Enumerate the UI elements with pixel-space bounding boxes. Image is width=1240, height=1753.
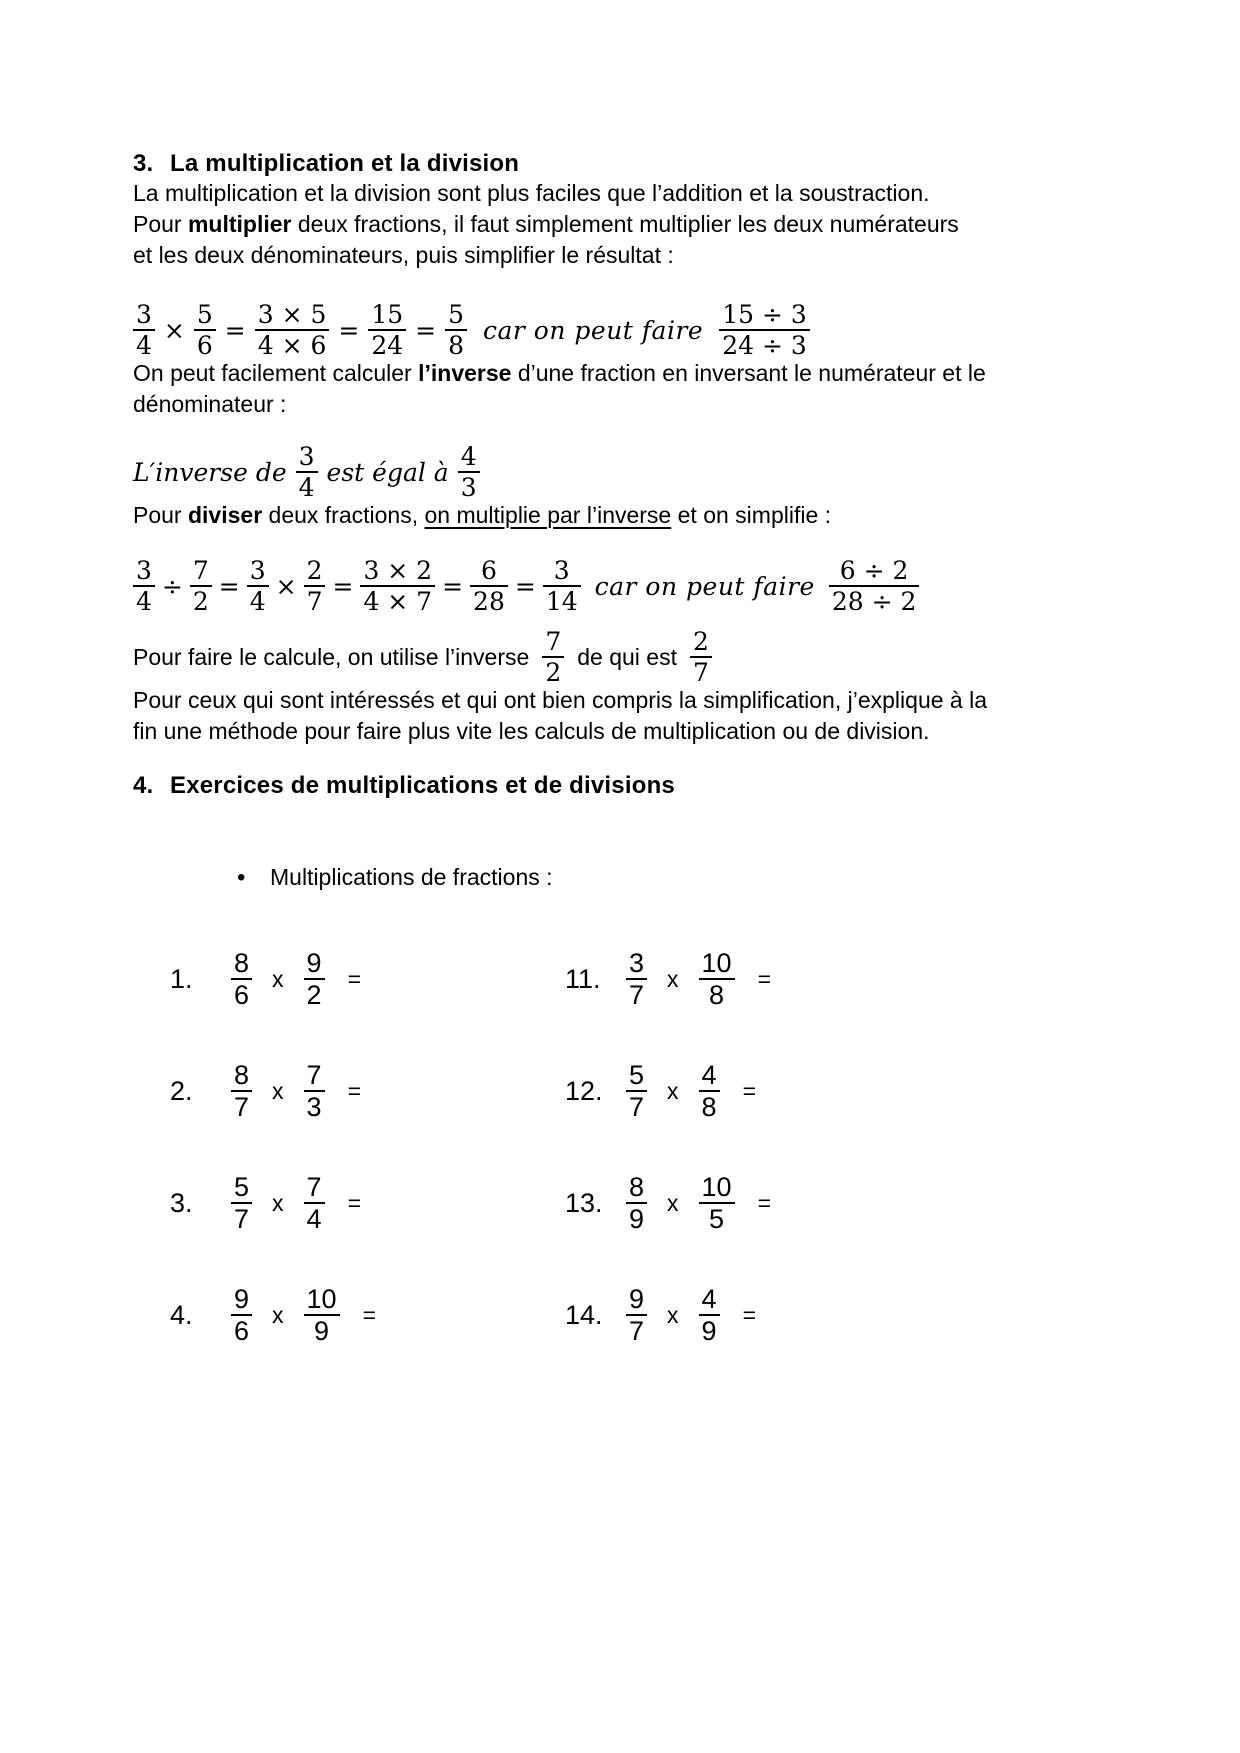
fraction-denominator: 28 (473, 587, 505, 616)
fraction-numerator: 3 × 2 (363, 556, 433, 585)
fraction (360, 558, 435, 614)
exercise-number: 3. (170, 1187, 193, 1218)
equals-sign: = (347, 1077, 361, 1104)
fraction-denominator: 4 (136, 331, 152, 360)
fraction (626, 950, 647, 1008)
section-3-heading (133, 150, 1133, 178)
equals-sign: = (742, 1301, 756, 1328)
equals-sign: = (442, 571, 464, 601)
multiply-operator: × (163, 315, 185, 345)
fraction-denominator: 24 ÷ 3 (722, 331, 807, 360)
fraction-numerator: 6 ÷ 2 (839, 556, 909, 585)
exercise-3 (170, 1174, 565, 1232)
text-run: Pour faire le calcule, on utilise l’inverse (133, 643, 530, 670)
equals-sign: = (415, 315, 437, 345)
paragraph-multiply-line2: et les deux dénominateurs, puis simplifier le résultat : (133, 242, 674, 268)
bullet-text: Multiplications de fractions : (270, 864, 553, 890)
fraction-numerator: 3 (249, 556, 266, 585)
fraction (626, 1062, 647, 1120)
fraction (304, 950, 325, 1008)
fraction-numerator: 8 (234, 1060, 250, 1090)
fraction-numerator: 7 (545, 627, 562, 656)
fraction (543, 558, 581, 614)
fraction-denominator: 9 (629, 1204, 645, 1234)
section-3-title: La multiplication et la division (170, 150, 520, 177)
equals-sign: = (338, 315, 360, 345)
bold-diviser: diviser (187, 502, 263, 528)
equals-sign: = (218, 571, 240, 601)
paragraph-intro (133, 178, 1133, 209)
fraction-numerator: 6 (481, 556, 497, 585)
fraction-numerator: 3 (298, 442, 315, 471)
fraction-denominator: 4 (298, 473, 315, 502)
fraction-numerator: 15 ÷ 3 (722, 300, 807, 329)
fraction-numerator: 10 (306, 1284, 337, 1314)
fraction (445, 302, 467, 358)
fraction-numerator: 8 (629, 1172, 645, 1202)
fraction-numerator: 3 (629, 948, 645, 978)
multiply-operator: x (667, 1301, 679, 1328)
fraction (829, 558, 920, 614)
fraction (190, 558, 212, 614)
exercise-13 (565, 1174, 1133, 1232)
bullet-marker: • (237, 864, 246, 891)
multiply-operator: x (667, 965, 679, 992)
fraction-denominator: 8 (448, 331, 464, 360)
fraction-numerator: 5 (448, 300, 464, 329)
fraction-denominator: 7 (629, 1316, 645, 1346)
fraction (699, 1286, 720, 1344)
fraction (304, 1062, 325, 1120)
equals-sign: = (224, 315, 246, 345)
fraction-denominator: 4 × 7 (363, 587, 433, 616)
section-3-number: 3. (133, 150, 154, 177)
exercise-2 (170, 1062, 565, 1120)
fraction (304, 1286, 340, 1344)
formula-division-example (133, 558, 1133, 614)
fraction (231, 1286, 252, 1344)
fraction-denominator: 28 ÷ 2 (831, 587, 917, 616)
equals-sign: = (757, 1189, 772, 1216)
fraction (255, 302, 330, 358)
fraction-denominator: 7 (629, 1092, 645, 1122)
paragraph-method-line1: Pour ceux qui sont intéressés et qui ont bien compris la simplification, j’explique à la (133, 687, 987, 713)
fraction-numerator: 3 (136, 300, 152, 329)
fraction-denominator: 3 (460, 473, 477, 502)
bullet-item-multiplications (237, 862, 1133, 893)
fraction-numerator: 2 (306, 556, 323, 585)
text-run: Pour (133, 211, 188, 237)
section-4-heading (133, 772, 1133, 800)
fraction-numerator: 3 (136, 556, 152, 585)
paragraph-calcul-inverse (133, 629, 1133, 685)
fraction (470, 558, 508, 614)
fraction-denominator: 14 (545, 587, 578, 616)
paragraph-inverse (133, 358, 1133, 420)
exercise-11 (565, 950, 1133, 1008)
text-run: Pour (133, 502, 188, 528)
fraction (133, 558, 155, 614)
fraction-denominator: 7 (234, 1092, 250, 1122)
fraction-denominator: 4 (306, 1204, 322, 1234)
text-run: On peut facilement calculer (133, 360, 419, 386)
fraction-numerator: 7 (192, 556, 209, 585)
paragraph-inverse-line1 (133, 358, 1133, 389)
fraction (458, 444, 480, 500)
fraction-denominator: 2 (545, 658, 562, 687)
formula-note: car on peut faire (594, 571, 815, 601)
fraction-denominator: 4 (249, 587, 266, 616)
multiply-operator: x (667, 1077, 679, 1104)
fraction-denominator: 7 (692, 658, 709, 687)
fraction (699, 1062, 720, 1120)
equals-sign: = (332, 571, 354, 601)
exercise-number: 2. (170, 1075, 193, 1106)
fraction-denominator: 24 (371, 331, 404, 360)
bold-inverse: l’inverse (418, 360, 512, 386)
equals-sign: = (514, 571, 536, 601)
exercise-number: 4. (170, 1299, 193, 1330)
equals-sign: = (347, 965, 361, 992)
exercise-14 (565, 1286, 1133, 1344)
section-4-title: Exercices de multiplications et de divisions (170, 772, 675, 799)
multiply-operator: x (272, 1077, 284, 1104)
formula-text: L′inverse de (133, 457, 287, 487)
multiply-operator: x (272, 1189, 284, 1216)
bold-multiplier: multiplier (187, 211, 292, 237)
exercise-number: 12. (565, 1075, 603, 1106)
fraction (719, 302, 810, 358)
paragraph-divide-line1 (133, 500, 1133, 531)
formula-multiplication-example (133, 302, 1133, 358)
fraction-denominator: 6 (234, 1316, 250, 1346)
fraction (304, 558, 326, 614)
fraction (304, 1174, 325, 1232)
fraction-numerator: 4 (701, 1060, 717, 1090)
fraction-numerator: 9 (306, 948, 322, 978)
exercise-12 (565, 1062, 1133, 1120)
fraction (231, 1062, 252, 1120)
paragraph-method-line2: fin une méthode pour faire plus vite les calculs de multiplication ou de division. (133, 718, 930, 744)
fraction (247, 558, 269, 614)
text-run: de qui est (577, 643, 677, 670)
fraction (626, 1286, 647, 1344)
fraction-numerator: 10 (701, 948, 732, 978)
fraction (194, 302, 216, 358)
equals-sign: = (362, 1301, 377, 1328)
fraction-numerator: 4 (701, 1284, 717, 1314)
fraction-numerator: 7 (306, 1172, 322, 1202)
fraction-denominator: 7 (306, 587, 323, 616)
fraction-numerator: 9 (629, 1284, 645, 1314)
exercise-number: 1. (170, 963, 193, 994)
fraction-numerator: 5 (196, 300, 213, 329)
fraction-denominator: 6 (234, 980, 250, 1010)
fraction-denominator: 4 (136, 587, 152, 616)
fraction-denominator: 9 (701, 1316, 717, 1346)
fraction (296, 444, 318, 500)
multiply-operator: x (667, 1189, 679, 1216)
section-4-number: 4. (133, 772, 154, 799)
fraction-numerator: 7 (306, 1060, 322, 1090)
fraction-numerator: 9 (234, 1284, 250, 1314)
text-run: d’une fraction en inversant le numérateur et le (511, 360, 986, 386)
fraction (368, 302, 406, 358)
text-run: deux fractions, (262, 502, 425, 528)
formula-inverse-example (133, 444, 1133, 500)
fraction (231, 1174, 252, 1232)
exercise-number: 13. (565, 1187, 603, 1218)
paragraph-divide (133, 500, 1133, 531)
fraction-numerator: 5 (629, 1060, 645, 1090)
fraction (699, 1174, 735, 1232)
fraction-numerator: 2 (692, 627, 709, 656)
fraction-denominator: 9 (314, 1316, 330, 1346)
fraction-numerator: 3 × 5 (257, 300, 327, 329)
equals-sign: = (347, 1189, 361, 1216)
equals-sign: = (742, 1077, 756, 1104)
document-content (133, 150, 1133, 1344)
exercise-number: 14. (565, 1299, 603, 1330)
paragraph-multiply (133, 209, 1133, 271)
fraction-numerator: 5 (234, 1172, 250, 1202)
paragraph-inverse-line2: dénominateur : (133, 391, 287, 417)
fraction (231, 950, 252, 1008)
exercise-1 (170, 950, 565, 1008)
fraction (542, 629, 564, 685)
fraction (699, 950, 735, 1008)
fraction-denominator: 6 (196, 331, 213, 360)
paragraph-multiply-line1 (133, 209, 1133, 240)
fraction-numerator: 3 (553, 556, 570, 585)
equals-sign: = (757, 965, 772, 992)
fraction-numerator: 8 (234, 948, 250, 978)
multiply-operator: x (272, 965, 284, 992)
exercise-grid (170, 950, 1133, 1344)
exercise-number: 11. (565, 963, 601, 994)
fraction-denominator: 4 × 6 (257, 331, 327, 360)
fraction-denominator: 2 (306, 980, 322, 1010)
exercise-4 (170, 1286, 565, 1344)
fraction-denominator: 2 (192, 587, 209, 616)
fraction-denominator: 7 (234, 1204, 250, 1234)
fraction-numerator: 15 (371, 300, 404, 329)
paragraph-intro-text: La multiplication et la division sont plus faciles que l’addition et la soustraction. (133, 180, 930, 206)
multiply-operator: x (272, 1301, 284, 1328)
fraction (133, 302, 155, 358)
underlined-text: on multiplie par l’inverse (424, 502, 672, 528)
text-run: deux fractions, il faut simplement multiplier les deux numérateurs (291, 211, 959, 237)
fraction-denominator: 8 (709, 980, 725, 1010)
fraction-denominator: 8 (701, 1092, 717, 1122)
fraction-numerator: 4 (460, 442, 477, 471)
divide-operator: ÷ (161, 571, 183, 601)
multiply-operator: × (275, 571, 297, 601)
paragraph-method (133, 685, 1133, 747)
fraction-denominator: 3 (306, 1092, 322, 1122)
fraction-denominator: 5 (709, 1204, 725, 1234)
formula-note: car on peut faire (483, 315, 704, 345)
fraction-numerator: 10 (701, 1172, 732, 1202)
text-run: et on simplifie : (671, 502, 832, 528)
fraction-denominator: 7 (629, 980, 645, 1010)
formula-text: est égal à (326, 457, 449, 487)
fraction (626, 1174, 647, 1232)
fraction (690, 629, 712, 685)
